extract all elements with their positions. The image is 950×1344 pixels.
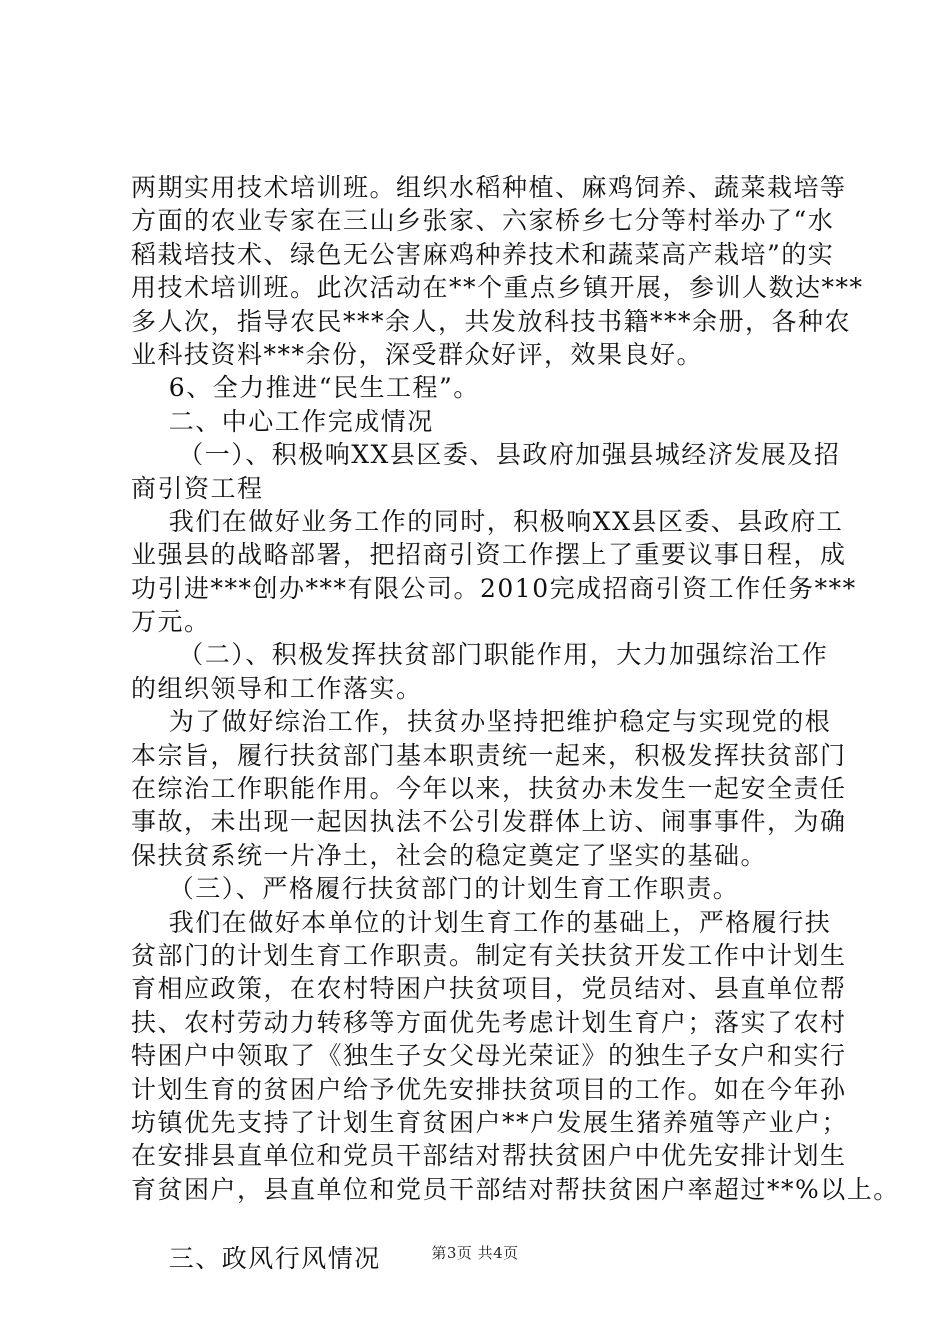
text-line: 的组织领导和工作落实。 — [131, 673, 423, 703]
text-line: 计划生育的贫困户给予优先安排扶贫项目的工作。如在今年孙 — [131, 1074, 847, 1104]
text-line: 两期实用技术培训班。组织水稻种植、麻鸡饲养、蔬菜栽培等 — [131, 173, 847, 202]
text-line: 商引资工程 — [131, 473, 264, 503]
text-line: 方面的农业专家在三山乡张家、六家桥乡七分等村举办了“水 — [131, 206, 835, 236]
text-line: 用技术培训班。此次活动在**个重点乡镇开展，参训人数达*** — [131, 273, 864, 303]
text-line — [131, 1206, 831, 1242]
text-line: 业强县的战略部署，把招商引资工作摆上了重要议事日程，成 — [131, 540, 847, 570]
text-line: （三）、严格履行扶贫部门的计划生育工作职责。 — [131, 874, 740, 904]
text-line: 育贫困户，县直单位和党员干部结对帮扶贫困户率超过**%以上。 — [131, 1174, 900, 1204]
text-line: 保扶贫系统一片净土，社会的稳定奠定了坚实的基础。 — [131, 840, 768, 870]
text-line: 6、全力推进“民生工程”。 — [131, 373, 480, 403]
text-line: 三、政风行风情况 — [131, 1244, 381, 1274]
text-line: 多人次，指导农民***余人，共发放科技书籍***余册，各种农 — [131, 306, 852, 336]
text-line: 我们在做好本单位的计划生育工作的基础上，严格履行扶 — [131, 907, 832, 937]
text-line: （一）、积极响XX县区委、县政府加强县城经济发展及招 — [131, 440, 841, 470]
text-line: 业科技资料***余份，深受群众好评，效果良好。 — [131, 339, 704, 369]
text-line: 为了做好综治工作，扶贫办坚持把维护稳定与实现党的根 — [131, 707, 832, 737]
page-footer: 第3页 共4页 — [431, 1244, 519, 1262]
text-line: 贫部门的计划生育工作职责。制定有关扶贫开发工作中计划生 — [131, 940, 847, 970]
text-line: 特困户中领取了《独生子女父母光荣证》的独生子女户和实行 — [131, 1041, 847, 1071]
text-line: 事故，未出现一起因执法不公引发群体上访、闹事事件，为确 — [131, 807, 847, 837]
text-line: （二）、积极发挥扶贫部门职能作用，大力加强综治工作 — [131, 640, 829, 670]
text-line: 我们在做好业务工作的同时，积极响XX县区委、县政府工 — [131, 506, 844, 536]
text-line: 坊镇优先支持了计划生育贫困户**户发展生猪养殖等产业户； — [131, 1107, 849, 1137]
text-line: 万元。 — [131, 607, 211, 637]
body-text — [131, 171, 900, 1276]
text-line: 育相应政策，在农村特困户扶贫项目，党员结对、县直单位帮 — [131, 974, 847, 1004]
text-line: 在综治工作职能作用。今年以来，扶贫办未发生一起安全责任 — [131, 774, 847, 804]
text-line: 在安排县直单位和党员干部结对帮扶贫困户中优先安排计划生 — [131, 1141, 847, 1171]
text-line: 二、中心工作完成情况 — [131, 406, 434, 436]
text-line: 本宗旨，履行扶贫部门基本职责统一起来，积极发挥扶贫部门 — [131, 740, 847, 770]
text-line: 稻栽培技术、绿色无公害麻鸡种养技术和蔬菜高产栽培”的实 — [131, 239, 835, 269]
text-line: 功引进***创办***有限公司。2010完成招商引资工作任务*** — [131, 573, 857, 603]
text-line: 扶、农村劳动力转移等方面优先考虑计划生育户；落实了农村 — [131, 1007, 847, 1037]
